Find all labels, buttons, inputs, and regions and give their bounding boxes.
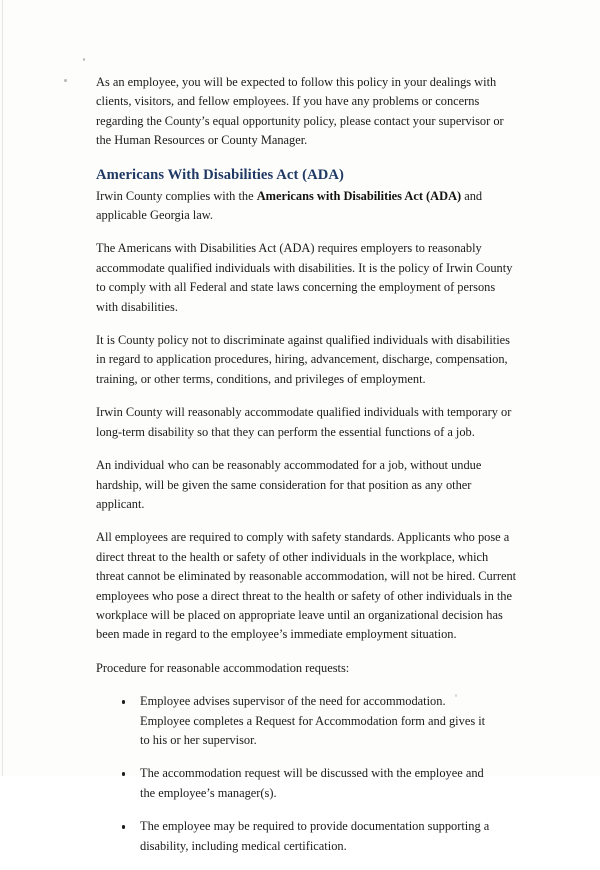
paragraph-intro: As an employee, you will be expected to follow this policy in your dealings with clients, visitors, and fellow employees. If you have any problems or concerns regarding the County’s equal opportunity policy, please contact your supervisor or the Human Resources or County Manager.	[96, 75, 504, 148]
scan-speck	[64, 79, 67, 82]
paragraph-requires: The Americans with Disabilities Act (ADA) requires employers to reasonably accommodate qualified individuals with disabilities. It is the policy of Irwin County to comply with all Federal and state laws concerning the employment of persons with disabilities.	[96, 241, 513, 314]
ada-intro-text-before: Irwin County complies with the	[96, 188, 257, 203]
paragraph-non-discrimination: It is County policy not to discriminate against qualified individuals with disabilities in regard to application procedures, hiring, advancement, discharge, compensation, training, or other terms, conditions, and privileges of employment.	[96, 333, 511, 386]
page-title: Americans With Disabilities Act (ADA)	[96, 166, 344, 183]
bullet-dot-icon	[122, 825, 125, 828]
scan-edge-line	[2, 0, 3, 776]
ada-intro-text-after: and applicable Georgia law.	[96, 188, 483, 223]
scan-speck	[83, 58, 86, 61]
paragraph-same-consideration: An individual who can be reasonably accommodated for a job, without undue hardship, will be given the same consideration for that position as any other applicant.	[96, 458, 482, 511]
paragraph-reasonable-accommodation: Irwin County will reasonably accommodate qualified individuals with temporary or long-term disability so that they can perform the essential functions of a job.	[96, 405, 512, 439]
list-item	[96, 764, 492, 803]
document-content	[96, 73, 517, 870]
list-item-text: Employee advises supervisor of the need for accommodation. Employee completes a Request for Accommodation form and gives it to his or her supervisor.	[140, 694, 486, 747]
list-item-text: The accommodation request will be discussed with the employee and the employee’s manager(s).	[140, 766, 484, 800]
paragraph-ada-intro	[96, 187, 517, 226]
bullet-dot-icon	[122, 772, 125, 775]
accommodation-procedure-list	[96, 692, 517, 856]
bullet-dot-icon	[122, 700, 125, 703]
list-item	[96, 692, 492, 750]
paragraph-safety-standards: All employees are required to comply with safety standards. Applicants who pose a direct threat to the health or safety of other individuals in the workplace, which threat cannot be eliminated by reasonable accommodation, will not be hired. Current employees who pose a direct threat to the health or safety of other individuals in the workplace will be placed on appropriate leave until an organizational decision has been made in regard to the employee’s immediate employment situation.	[96, 530, 517, 642]
paragraph-procedure-lead-in: Procedure for reasonable accommodation requests:	[96, 660, 350, 675]
list-item	[96, 817, 492, 856]
ada-intro-bold-term: Americans with Disabilities Act (ADA)	[256, 188, 462, 203]
list-item-text: The employee may be required to provide documentation supporting a disability, including medical certification.	[140, 819, 490, 853]
